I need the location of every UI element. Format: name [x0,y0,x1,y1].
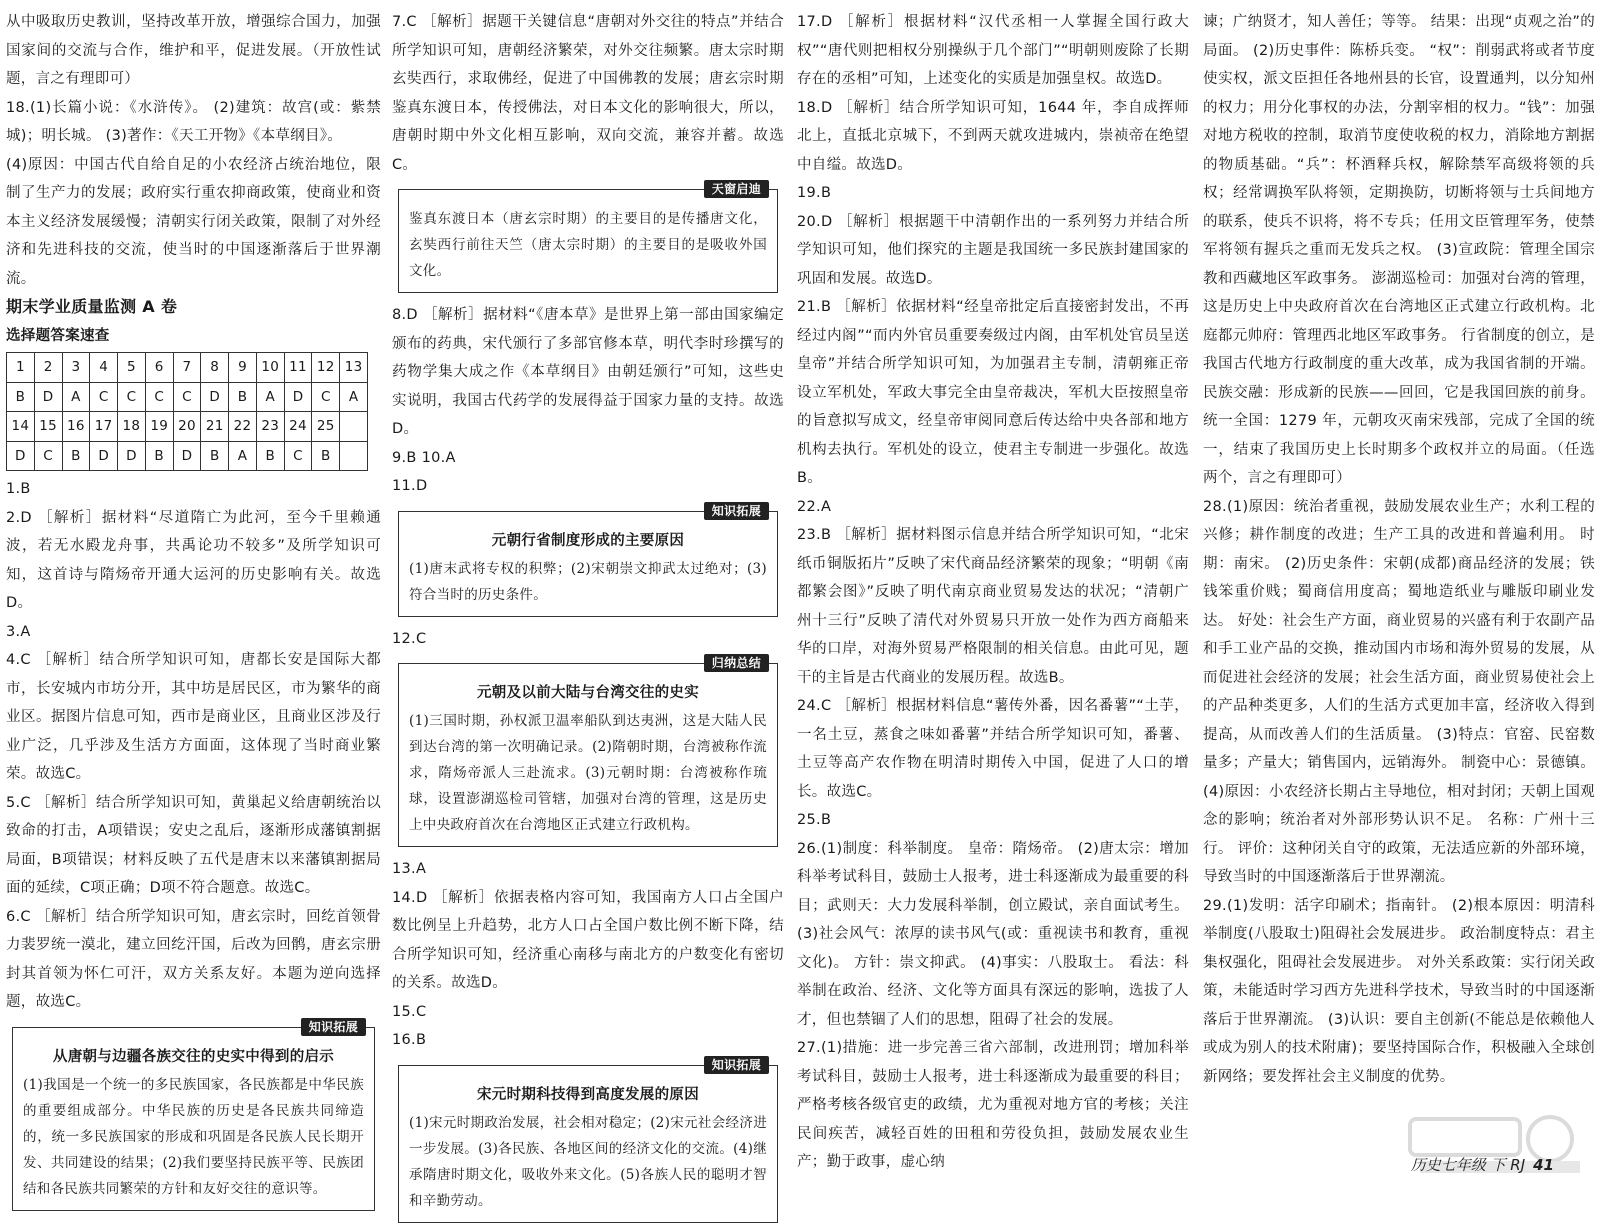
box-badge: 天窗启迪 [704,180,769,198]
box-title: 宋元时期科技得到高度发展的原因 [477,1086,699,1103]
table-cell: C [90,382,118,412]
answer-3: 3.A [6,623,31,640]
table-cell: 25 [312,412,340,442]
answer-28: 28.(1)原因：统治者重视，鼓励发展农业生产；水利工程的兴修；耕作制度的改进；生产工具的改进和普遍利用。 时期：南宋。 (2)历史条件：宋朝(成都)商品经济的发展；铁钱笨重价贱；蜀商信用度高；蜀地造纸业与雕版印刷业发达。 好处：社会生产方面，商业贸易的兴盛有利于农副产品和手工业产品的交换，推动国内市场和海外贸易的发展，从而促进社会经济的发展；社会生活方面，商业贸易使社会上的产品种类更多，人们的生活方式更加丰富，经济收入得到提高，从而改善人们的生活质量。 (3)特点：官窑、民窑数量多；产量大；销售国内，远销海外。 制瓷中心：景德镇。 (4)原因：小农经济长期占主导地位，相对封闭；天朝上国观念的影响；统治者对外部形势认识不足。 名称：广州十三行。 评价：这种闭关自守的政策，无法适应新的外部环境，导致当时的中国逐渐落后于世界潮流。 [1203,498,1595,885]
answer-4: 4.C ［解析］结合所学知识可知，唐都长安是国际大都市，长安城内市坊分开，其中坊是居民区，市为繁华的商业区。据图片信息可知，西市是商业区，且商业区涉及行业广泛，几乎涉及生活方方面面，这体现了当时商业繁荣。故选C。 [6,652,381,782]
answer-2: 2.D ［解析］据材料“尽道隋亡为此河，至今千里赖通波，若无水殿龙舟事，共禹论功不较多”及所学知识可知，这首诗与隋炀帝开通大运河的历史影响有关。故选D。 [6,509,381,611]
column-4 [1203,8,1595,1173]
column-2 [392,8,784,1209]
table-cell: 10 [256,353,284,383]
table-cell: 2 [34,353,62,383]
table-cell [340,412,368,442]
summary-box [398,656,778,847]
table-cell: C [34,441,62,471]
table-cell: 23 [256,412,284,442]
answer-18: 18.D ［解析］结合所学知识可知，1644 年，李自成挥师北上，直抵北京城下，不到两天就攻进城内，崇祯帝在绝望中自缢。故选D。 [797,99,1189,173]
answer-15: 15.C [392,1003,427,1020]
table-cell: 9 [229,353,257,383]
table-cell: 14 [7,412,35,442]
answer-14: 14.D ［解析］依据表格内容可知，我国南方人口占全国户数比例呈上升趋势，北方人口占全国户数比例不断下降，结合所学知识可知，经济重心南移与南北方的户数变化有密切的关系。故选D。 [392,889,784,991]
box-badge: 知识拓展 [301,1018,366,1036]
table-cell: D [7,441,35,471]
table-cell: D [118,441,146,471]
answer-29: 29.(1)发明：活字印刷术；指南针。 (2)根本原因：明清科举制度(八股取士)阻碍社会发展进步。 政治制度特点：君主集权强化，阻碍社会发展进步。 对外关系政策：实行闭关政策，未能适时学习西方先进科学技术，导致当时的中国逐渐落后于世界潮流。 (3)认识：要自主创新(不能总是依赖他人或成为别人的技术附庸)；要坚持国际合作，积极融入全球创新网络；要发挥社会主义制度的优势。 [1203,897,1595,1085]
answer-13: 13.A [392,861,427,877]
table-cell: A [340,382,368,412]
table-cell: 4 [90,353,118,383]
answer-8: 8.D ［解析］据材料“《唐本草》是世界上第一部由国家编定颁布的药典，宋代颁行了多部官修本草，明代李时珍撰写的药物学集大成之作《本草纲目》由朝廷颁行”可知，这些史实说明，我国古代药学的发展得益于国家力量的支持。故选D。 [392,307,784,437]
section-title: 期末学业质量监测 A 卷 [6,297,178,316]
table-cell: B [62,441,90,471]
answer-11: 11.D [392,478,428,494]
answer-23: 23.B ［解析］据材料图示信息并结合所学知识可知，“北宋纸币铜版拓片”反映了宋代商品经济繁荣的现象；“明朝《南都繁会图》”反映了明代南京商业贸易发达的状况；“清朝广州十三行”反映了清代对外贸易只开放一处作为西方商船来华的口岸，对海外贸易严格限制的相关信息。由此可见，题干的主旨是古代商业的发展历程。故选B。 [797,527,1189,686]
table-cell: C [118,382,146,412]
table-cell: C [312,382,340,412]
answer-16: 16.B [392,1032,427,1048]
answer-9-10: 9.B 10.A [392,449,456,466]
table-cell: 3 [62,353,90,383]
table-cell: D [201,382,229,412]
table-cell: D [90,441,118,471]
answer-5: 5.C ［解析］结合所学知识可知，黄巢起义给唐朝统治以致命的打击，A项错误；安史之乱后，逐渐形成藩镇割据局面，B项错误；材料反映了五代是唐末以来藩镇割据局面的延续，C项正确；D项不符合题意。故选C。 [6,794,381,896]
answer-7: 7.C ［解析］据题干关键信息“唐朝对外交往的特点”并结合所学知识可知，唐朝经济繁荣，对外交往频繁。唐太宗时期玄奘西行，求取佛经，促进了中国佛教的发展；唐玄宗时期鉴真东渡日本，传授佛法，对日本文化的影响很大，所以，唐朝时期中外文化相互影响，双向交流，兼容并蓄。故选C。 [392,14,784,173]
knowledge-box [398,1057,778,1223]
table-row [7,382,368,412]
table-cell: 20 [173,412,201,442]
box-badge: 知识拓展 [704,502,769,520]
table-cell: D [173,441,201,471]
answer-18: 18.(1)长篇小说：《水浒传》。 (2)建筑：故宫(或：紫禁城)；明长城。 (3)著作：《天工开物》《本草纲目》。 [6,99,381,144]
table-cell: B [312,441,340,471]
table-cell: A [256,382,284,412]
answer-24: 24.C ［解析］根据材料信息“薯传外番，因名番薯”“土芋，一名土豆，蒸食之味如番薯”并结合所学知识可知，番薯、土豆等高产农作物在明清时期传入中国，促进了人口的增长。故选C。 [797,698,1189,800]
table-cell: 1 [7,353,35,383]
answer-table-title: 选择题答案速查 [6,327,110,344]
table-cell: 13 [340,353,368,383]
table-cell: 16 [62,412,90,442]
table-cell: B [256,441,284,471]
table-cell: B [145,441,173,471]
column-1 [6,8,381,1197]
table-cell: 18 [118,412,146,442]
table-cell: D [34,382,62,412]
box-body: (1)宋元时期政治发展，社会相对稳定；(2)宋元社会经济进一步发展。(3)各民族、各地区间的经济文化的交流。(4)继承隋唐时期文化，吸收外来文化。(5)各族人民的聪明才智和辛勤劳动。 [409,1114,767,1209]
answer-26: 26.(1)制度：科举制度。 皇帝：隋炀帝。 (2)唐太宗：增加科举考试科目，鼓励士人报考，进士科逐渐成为最重要的科目；武则天：大力发展科举制，创立殿试，亲自面试考生。 (3)社会风气：浓厚的读书风气(或：重视读书和教育，重视文化)。 方针：崇文抑武。 (4)事实：八股取士。 看法：科举制在政治、经济、文化等方面具有深远的影响，选拔了人才，但也禁锢了人们的思想，阻碍了社会的发展。 [797,840,1189,1028]
box-title: 元朝及以前大陆与台湾交往的史实 [477,685,699,701]
table-row [7,412,368,442]
box-badge: 知识拓展 [704,1056,769,1074]
footer-label: 历史七年级 下 RJ [1410,1156,1526,1174]
table-cell: 5 [118,353,146,383]
insight-box [398,182,778,293]
answer-22: 22.A [797,498,832,515]
table-cell: 19 [145,412,173,442]
answer-27-cont: 谏；广纳贤才，知人善任；等等。 结果：出现“贞观之治”的局面。 (2)历史事件：陈桥兵变。 “权”：削弱武将或者节度使实权，派文臣担任各地州县的长官，设置通判，以分知州的权力；用分化事权的办法，分割宰相的权力。“钱”：加强对地方税收的控制，取消节度使收税的权力，消除地方割据的物质基础。“兵”：杯酒释兵权，解除禁军高级将领的兵权；经常调换军队将领，定期换防，切断将领与士兵间地方的联系，使兵不识将，将不专兵；任用文臣管理军务，使禁军将领有握兵之重而无发兵之权。 (3)宣政院：管理全国宗教和西藏地区军政事务。 澎湖巡检司：加强对台湾的管理，这是历史上中央政府首次在台湾地区正式建立行政机构。北庭都元帅府：管理西北地区军政事务。 行省制度的创立，是我国古代地方行政制度的重大改革，成为我国省制的开端。 民族交融：形成新的民族——回回，它是我国回族的前身。 统一全国：1279 年，元朝攻灭南宋残部，完成了全国的统一，结束了我国历史上长时期多个政权并立的局面。（任选两个，言之有理即可） [1203,14,1595,486]
text-paragraph: 从中吸取历史教训，坚持改革开放，增强综合国力，加强国家间的交流与合作，维护和平，促进发展。（开放性试题，言之有理即可） [6,14,381,87]
table-cell: 8 [201,353,229,383]
table-cell: 17 [90,412,118,442]
answer-18-4: (4)原因：中国古代自给自足的小农经济占统治地位，限制了生产力的发展；政府实行重农抑商政策，使商业和资本主义经济发展缓慢；清朝实行闭关政策，限制了对外经济和先进科技的交流，使当时的中国逐渐落后于世界潮流。 [6,156,381,287]
page-number: 41 [1533,1156,1554,1174]
table-cell: B [229,382,257,412]
answer-25: 25.B [797,812,832,828]
answer-21: 21.B ［解析］依据材料“经皇帝批定后直接密封发出，不再经过内阁”“而内外官员重要奏级过内阁，由军机处官员呈送皇帝”并结合所学知识可知，为加强君主专制，清朝雍正帝设立军机处，军政大事完全由皇帝裁决，军机大臣按照皇帝的旨意拟写成文，经皇帝审阅同意后传达给中央各部和地方机构去执行。军机处的设立，使君主专制进一步强化。故选B。 [797,299,1189,486]
table-cell: 21 [201,412,229,442]
answer-20: 20.D ［解析］根据题干中清朝作出的一系列努力并结合所学知识可知，他们探究的主题是我国统一多民族封建国家的巩固和发展。故选D。 [797,213,1189,287]
table-cell: 11 [284,353,312,383]
table-cell: 15 [34,412,62,442]
table-cell: A [62,382,90,412]
knowledge-box [12,1019,375,1211]
answer-12: 12.C [392,630,427,647]
box-body: (1)三国时期，孙权派卫温率船队到达夷洲，这是大陆人民到达台湾的第一次明确记录。(2)隋朝时期，台湾被称作流求，隋炀帝派人三赴流求。(3)元朝时期：台湾被称作琉球，设置澎湖巡检司管辖，加强对台湾的管理，这是历史上中央政府首次在台湾地区正式建立行政机构。 [409,713,767,833]
table-row [7,441,368,471]
table-cell: D [284,382,312,412]
column-3 [797,8,1189,1173]
table-cell [340,441,368,471]
table-cell: C [145,382,173,412]
knowledge-box [398,503,778,617]
answer-6: 6.C ［解析］结合所学知识可知，唐玄宗时，回纥首领骨力裴罗统一漠北，建立回纥汗国，后改为回鹘，唐玄宗册封其首领为怀仁可汗，双方关系友好。本题为逆向选择题，故选C。 [6,908,381,1010]
answer-19: 19.B [797,185,832,201]
box-body: (1)唐末武将专权的积弊；(2)宋朝崇文抑武太过绝对；(3)符合当时的历史条件。 [409,560,767,603]
box-badge: 归纳总结 [704,654,769,672]
table-cell: 22 [229,412,257,442]
table-row [7,353,368,383]
page-footer [1411,1154,1554,1175]
answer-table [6,352,368,471]
table-cell: 6 [145,353,173,383]
table-cell: 24 [284,412,312,442]
table-cell: 7 [173,353,201,383]
box-body: 鉴真东渡日本（唐玄宗时期）的主要目的是传播唐文化，玄奘西行前往天竺（唐太宗时期）的主要目的是吸收外国文化。 [409,211,767,279]
answer-1: 1.B [6,481,31,497]
table-cell: C [173,382,201,412]
table-cell: B [7,382,35,412]
table-cell: 12 [312,353,340,383]
box-title: 从唐朝与边疆各族交往的史实中得到的启示 [52,1048,335,1065]
answer-17: 17.D ［解析］根据材料“汉代丞相一人掌握全国行政大权”“唐代则把相权分别操纵于几个部门”“明朝则废除了长期存在的丞相”可知，上述变化的实质是加强皇权。故选D。 [797,14,1189,87]
answer-27: 27.(1)措施：进一步完善三省六部制，改进刑罚；增加科举考试科目，鼓励士人报考，进士科逐渐成为最重要的科目；严格考核各级官吏的政绩，尤为重视对地方官的考核；关注民间疾苦，减轻百姓的田租和劳役负担，鼓励发展农业生产；勤于政事，虚心纳 [797,1040,1189,1170]
box-body: (1)我国是一个统一的多民族国家，各民族都是中华民族的重要组成部分。中华民族的历史是各民族共同缔造的，统一多民族国家的形成和巩固是各民族人民长期开发、共同建设的结果；(2)我们要坚持民族平等、民族团结和各民族共同繁荣的方针和友好交往的意识等。 [23,1076,364,1197]
table-cell: A [229,441,257,471]
table-cell: C [284,441,312,471]
box-title: 元朝行省制度形成的主要原因 [491,532,685,549]
table-cell: B [201,441,229,471]
